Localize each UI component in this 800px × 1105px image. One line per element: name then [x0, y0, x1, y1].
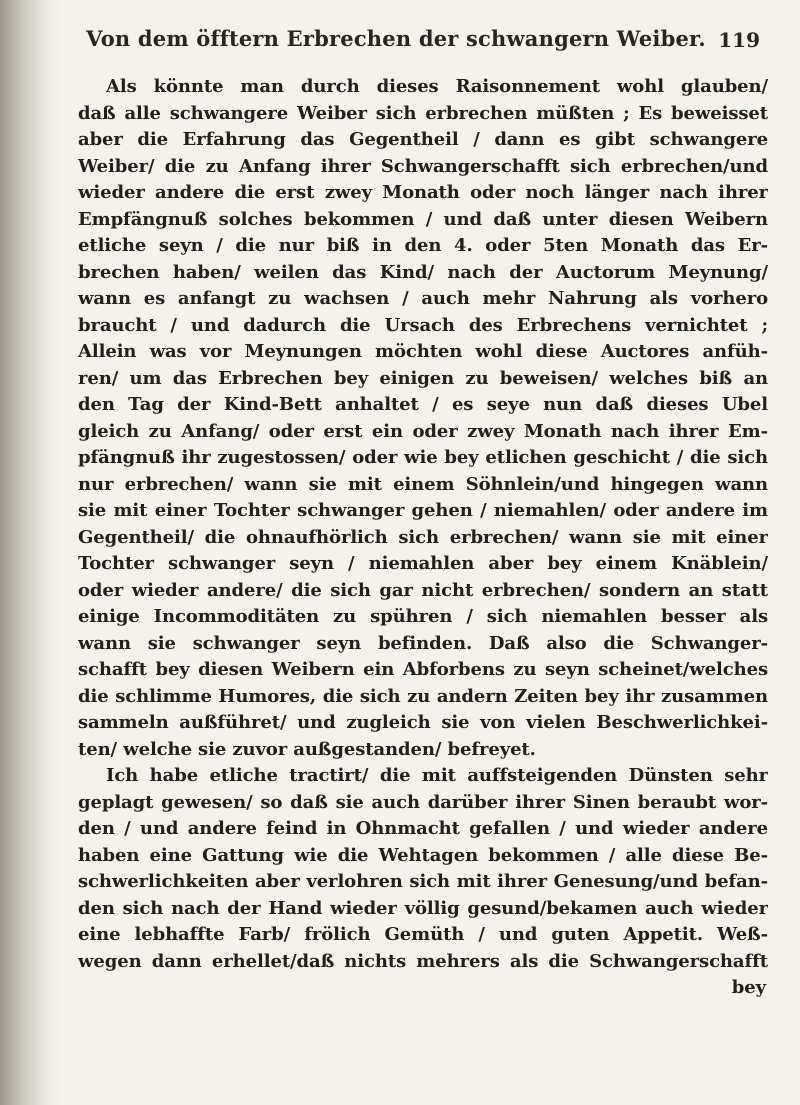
text-line: ren/ um das Erbrechen bey einigen zu beweisen/ welches biß an	[78, 367, 768, 389]
page-number: 119	[718, 28, 760, 52]
catchword: bey	[731, 977, 766, 998]
text-line: die schlimme Humores, die sich zu andern Zeiten bey ihr zusammen	[78, 685, 768, 707]
text-line: Empfängnuß solches bekommen / und daß unter diesen Weibern	[78, 208, 768, 230]
text-line: sie mit einer Tochter schwanger gehen / niemahlen/ oder andere im	[78, 500, 768, 521]
text-line: den sich nach der Hand wieder völlig gesund/bekamen auch wieder	[78, 897, 768, 919]
body-text	[78, 74, 768, 1002]
text-line: brechen haben/ weilen das Kind/ nach der Auctorum Meynung/	[78, 261, 768, 283]
text-line: ten/ welche sie zuvor außgestanden/ befreyet.	[78, 738, 536, 760]
text-line: Als könnte man durch dieses Raisonnement wohl glauben/	[106, 76, 768, 97]
text-line: aber die Erfahrung das Gegentheil / dann es gibt schwangere	[78, 129, 768, 150]
text-line: sammeln außführet/ und zugleich sie von vielen Beschwerlichkei-	[78, 712, 768, 733]
text-line: wann es anfangt zu wachsen / auch mehr Nahrung als vorhero	[78, 288, 768, 309]
text-line: haben eine Gattung wie die Wehtagen bekommen / alle diese Be-	[78, 844, 768, 866]
text-line: pfängnuß ihr zugestossen/ oder wie bey etlichen geschicht / die sich	[78, 447, 768, 468]
text-line: nur erbrechen/ wann sie mit einem Söhnlein/und hingegen wann	[78, 473, 768, 495]
text-line: schwerlichkeiten aber verlohren sich mit ihrer Genesung/und befan-	[78, 871, 768, 892]
text-line: braucht / und dadurch die Ursach des Erbrechens vernichtet ;	[78, 314, 768, 336]
text-line: Ich habe etliche tractirt/ die mit auffsteigenden Dünsten sehr	[106, 765, 768, 786]
text-line: geplagt gewesen/ so daß sie auch darüber ihrer Sinen beraubt wor-	[78, 791, 768, 813]
page-header	[80, 26, 760, 62]
page-gutter-shadow	[0, 0, 60, 1105]
text-line: Tochter schwanger seyn / niemahlen aber bey einem Knäblein/	[78, 553, 768, 574]
text-line: Weiber/ die zu Anfang ihrer Schwangerschafft sich erbrechen/und	[78, 155, 768, 177]
text-line: Gegentheil/ die ohnaufhörlich sich erbrechen/ wann sie mit einer	[78, 526, 768, 548]
text-line: wann sie schwanger seyn befinden. Daß also die Schwanger-	[78, 632, 768, 654]
text-line: den / und andere feind in Ohnmacht gefallen / und wieder andere	[78, 818, 768, 839]
text-line: oder wieder andere/ die sich gar nicht erbrechen/ sondern an statt	[78, 579, 768, 601]
text-line: Allein was vor Meynungen möchten wohl diese Auctores anfüh-	[78, 341, 768, 362]
text-line: gleich zu Anfang/ oder erst ein oder zwey Monath nach ihrer Em-	[78, 420, 768, 442]
text-line: einige Incommoditäten zu spühren / sich niemahlen besser als	[78, 606, 768, 627]
text-line: den Tag der Kind-Bett anhaltet / es seye nun daß dieses Ubel	[78, 394, 768, 415]
text-line: schafft bey diesen Weibern ein Abforbens zu seyn scheinet/welches	[78, 659, 768, 680]
text-line: wegen dann erhellet/daß nichts mehrers als die Schwangerschafft	[78, 950, 768, 972]
text-line: wieder andere die erst zwey Monath oder noch länger nach ihrer	[78, 182, 768, 203]
running-head: Von dem öfftern Erbrechen der schwangern Weiber.	[86, 26, 706, 51]
text-line: daß alle schwangere Weiber sich erbrechen müßten ; Es beweisset	[78, 102, 768, 124]
text-line: etliche seyn / die nur biß in den 4. oder 5ten Monath das Er-	[78, 235, 768, 256]
text-line: eine lebhaffte Farb/ frölich Gemüth / und guten Appetit. Weß-	[78, 924, 768, 945]
